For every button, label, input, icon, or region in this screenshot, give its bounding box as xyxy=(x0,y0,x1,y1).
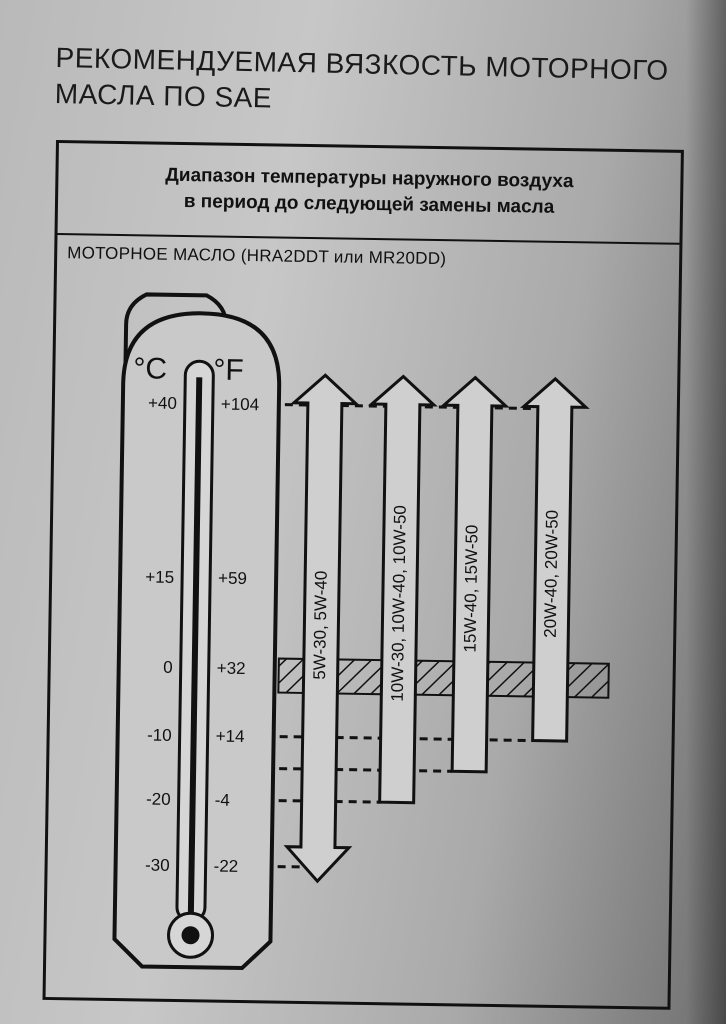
celsius-tick-label: -20 xyxy=(145,789,171,809)
fahrenheit-unit: °F xyxy=(213,353,244,387)
grade-label: 15W-40, 15W-50 xyxy=(460,524,482,653)
caption-line-1: Диапазон температуры наружного воздуха xyxy=(165,164,574,193)
celsius-tick-label: 0 xyxy=(163,657,173,677)
celsius-unit: °C xyxy=(133,352,168,386)
celsius-tick-label: +40 xyxy=(147,393,178,413)
fahrenheit-tick-label: +32 xyxy=(216,658,246,679)
page-shadow xyxy=(686,0,726,1024)
grade-label: 20W-40, 20W-50 xyxy=(540,509,562,638)
celsius-tick-label: -30 xyxy=(144,855,170,875)
viscosity-diagram xyxy=(46,143,681,1007)
section-heading xyxy=(54,40,675,125)
grade-arrows xyxy=(286,375,586,886)
fahrenheit-tick-label: +14 xyxy=(215,726,245,747)
fahrenheit-tick-label: +104 xyxy=(220,394,260,415)
fahrenheit-tick-label: +59 xyxy=(217,568,248,589)
celsius-tick-label: -10 xyxy=(146,725,172,745)
heading-line-1: РЕКОМЕНДУЕМАЯ ВЯЗКОСТЬ МОТОРНОГО xyxy=(55,41,669,86)
fahrenheit-tick-label: -22 xyxy=(213,856,239,876)
celsius-tick-label: +15 xyxy=(145,567,175,587)
grade-label: 5W-30, 5W-40 xyxy=(310,570,331,680)
caption-line-2: в период до следующей замены масла xyxy=(183,191,555,218)
fahrenheit-tick-label: -4 xyxy=(214,790,230,810)
viscosity-table xyxy=(42,140,683,1010)
heading-line-2: МАСЛА ПО SAE xyxy=(54,77,273,114)
engine-oil-label: МОТОРНОЕ МАСЛО (HRA2DDT или MR20DD) xyxy=(67,243,447,269)
grade-label: 10W-30, 10W-40, 10W-50 xyxy=(387,505,410,702)
